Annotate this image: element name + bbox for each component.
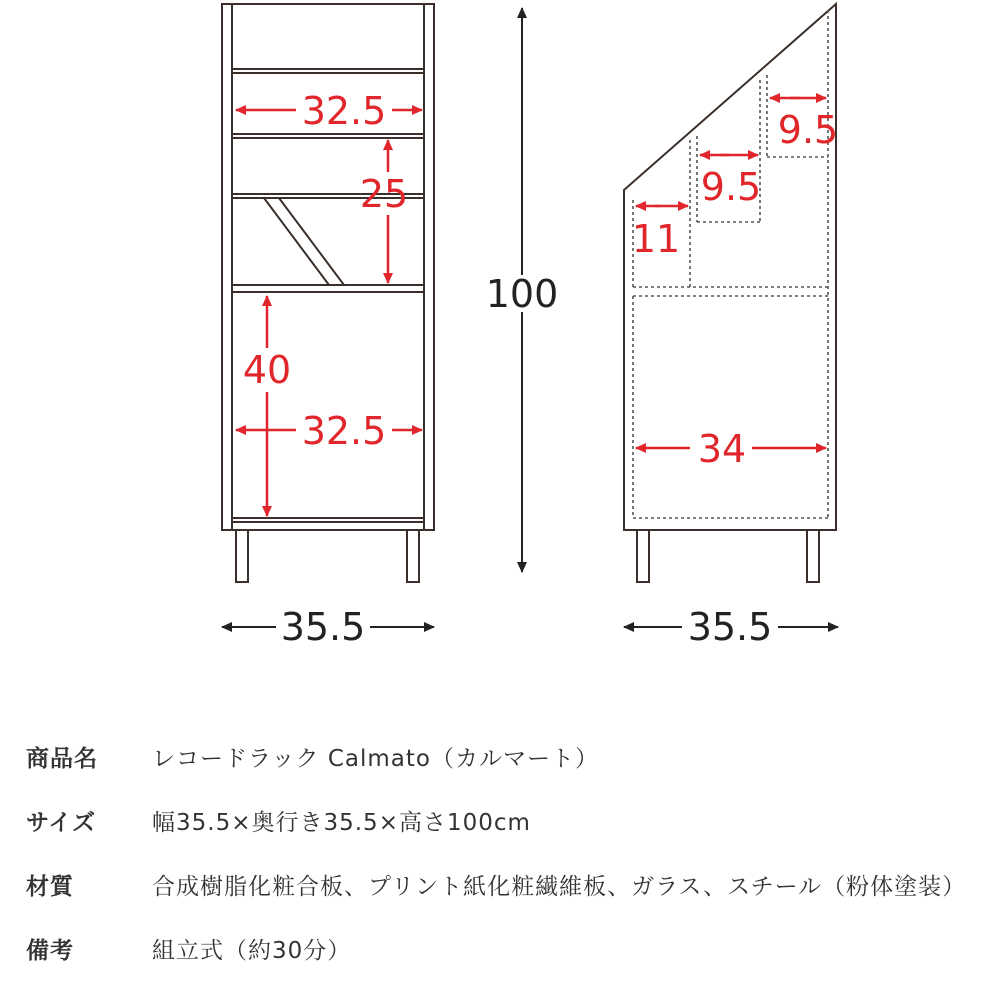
spec-label: 商品名 — [26, 746, 98, 772]
spec-value: 合成樹脂化粧合板、プリント紙化粧繊維板、ガラス、スチール（粉体塗装） — [152, 874, 967, 900]
spec-row-product-name — [26, 742, 986, 776]
overall-height-label: 100 — [485, 272, 559, 316]
side-inner-depth-label: 34 — [697, 427, 747, 471]
spec-row-notes — [26, 934, 986, 968]
side-step-mid-label: 9.5 — [700, 165, 762, 209]
front-leg-left — [236, 530, 248, 582]
side-total-depth-label: 35.5 — [687, 605, 773, 649]
front-record-divider — [264, 198, 344, 285]
spec-value: 幅35.5×奥行き35.5×高さ100cm — [152, 810, 531, 836]
front-upper-width-label: 32.5 — [301, 89, 387, 133]
side-step-large-label: 11 — [631, 217, 681, 261]
spec-row-size — [26, 806, 986, 840]
spec-value: 組立式（約30分） — [152, 938, 352, 964]
spec-label: 材質 — [26, 874, 74, 900]
front-total-width-label: 35.5 — [280, 605, 366, 649]
spec-row-material — [26, 870, 986, 904]
spec-table — [26, 742, 986, 998]
side-leg-left — [637, 530, 649, 582]
side-leg-right — [807, 530, 819, 582]
front-leg-right — [407, 530, 419, 582]
spec-value: レコードラック Calmato（カルマート） — [152, 746, 599, 772]
front-dimensions — [236, 110, 422, 516]
side-view — [624, 4, 839, 582]
side-step-small-label: 9.5 — [777, 108, 839, 152]
front-lower-height-label: 40 — [242, 348, 292, 392]
spec-label: サイズ — [26, 810, 97, 836]
front-upper-height-label: 25 — [359, 172, 409, 216]
spec-label: 備考 — [26, 938, 74, 964]
front-lower-width-label: 32.5 — [301, 409, 387, 453]
